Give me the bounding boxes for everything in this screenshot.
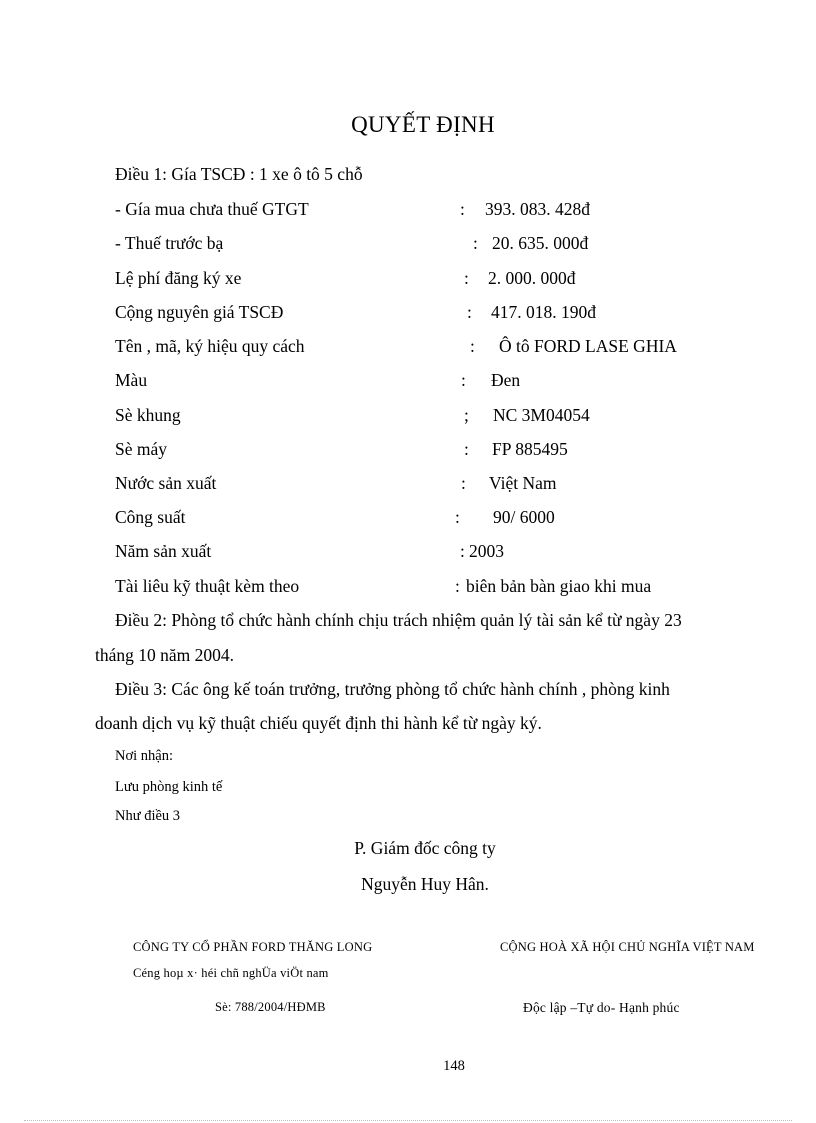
detail-row [115,405,755,429]
recipient-item: Như điều 3 [115,808,181,824]
detail-value: Việt Nam [489,473,557,493]
detail-separator: : [464,439,469,459]
detail-separator: : [473,233,478,253]
detail-label: Sè máy [115,439,168,459]
document-number: Sè: 788/2004/HĐMB [215,1000,326,1014]
article-3-line-1: Điều 3: Các ông kế toán trưởng, trưởng phòng tổ chức hành chính , phòng kinh [115,679,670,699]
detail-label: Lệ phí đăng ký xe [115,268,242,288]
detail-value: Đen [491,370,521,390]
detail-value: 417. 018. 190đ [491,302,596,322]
detail-separator: : [460,541,465,561]
article-2-line-1: Điều 2: Phòng tổ chức hành chính chịu trách nhiệm quản lý tài sản kể từ ngày 23 [115,610,682,630]
signer-name: Nguyễn Huy Hân. [361,874,489,894]
article-3-line-2: doanh dịch vụ kỹ thuật chiếu quyết định thi hành kể từ ngày ký. [95,713,542,733]
detail-label: Sè khung [115,405,181,425]
detail-label: Cộng nguyên giá TSCĐ [115,302,284,322]
detail-value: 393. 083. 428đ [485,199,590,219]
detail-separator: : [467,302,472,322]
detail-row [115,336,755,360]
detail-row [115,302,755,326]
detail-value: 90/ 6000 [493,507,555,527]
detail-value: 2003 [469,541,504,561]
country-name: CỘNG HOÀ XÃ HỘI CHỦ NGHĨA VIỆT NAM [500,940,755,954]
national-motto: Độc lập –Tự do- Hạnh phúc [523,1000,680,1015]
company-name: CÔNG TY CỔ PHẦN FORD THĂNG LONG [133,940,373,954]
detail-label: Nước sản xuất [115,473,217,493]
detail-label: Màu [115,370,148,390]
detail-value: biên bản bàn giao khi mua [466,576,652,596]
document-title: QUYẾT ĐỊNH [351,112,495,137]
detail-row [115,199,755,223]
detail-value: FP 885495 [492,439,568,459]
detail-value: Ô tô FORD LASE GHIA [499,336,677,356]
page-number: 148 [443,1058,465,1074]
detail-separator: : [460,199,465,219]
detail-separator: ; [464,405,469,425]
detail-separator: : [455,507,460,527]
recipients-heading: Nơi nhận: [115,748,174,764]
detail-row [115,233,755,257]
detail-value: 2. 000. 000đ [488,268,576,288]
signer-position: P. Giám đốc công ty [354,838,496,858]
recipient-item: Lưu phòng kinh tế [115,779,223,795]
detail-value: 20. 635. 000đ [492,233,589,253]
detail-separator: : [464,268,469,288]
detail-row [115,268,755,292]
detail-label: - Thuế trước bạ [115,233,224,253]
detail-label: Công suất [115,507,186,527]
detail-separator: : [470,336,475,356]
detail-label: Năm sản xuất [115,541,212,561]
detail-separator: : [461,370,466,390]
detail-row [115,439,755,463]
detail-separator: : [461,473,466,493]
detail-label: - Gía mua chưa thuế GTGT [115,199,309,219]
detail-row [115,507,755,531]
detail-label: Tài liêu kỹ thuật kèm theo [115,576,300,596]
detail-value: NC 3M04054 [493,405,590,425]
detail-row [115,576,755,600]
detail-row [115,370,755,394]
garbled-country-name: Céng hoµ x· héi chñ nghÜa viÖt nam [133,966,329,980]
detail-row [115,473,755,497]
article-2-line-2: tháng 10 năm 2004. [95,645,235,665]
detail-row [115,541,755,565]
detail-separator: : [455,576,460,596]
detail-label: Tên , mã, ký hiệu quy cách [115,336,305,356]
footer-divider [24,1120,792,1121]
article-1-heading: Điều 1: Gía TSCĐ : 1 xe ô tô 5 chỗ [115,164,363,184]
